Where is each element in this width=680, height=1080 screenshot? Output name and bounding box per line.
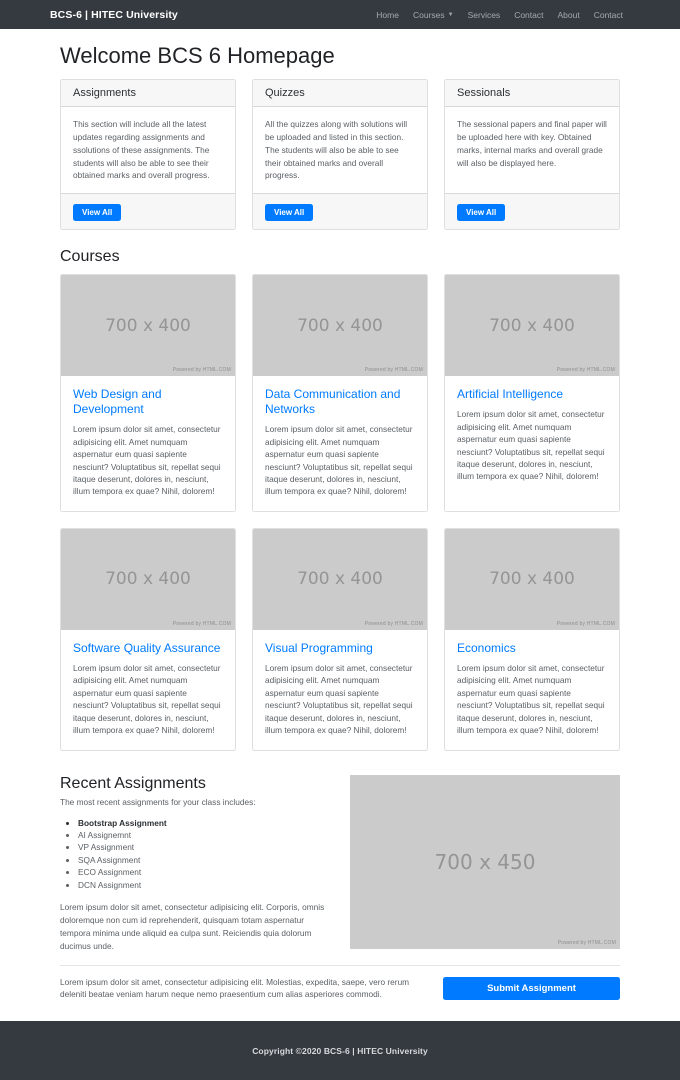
course-link-economics[interactable]: Economics <box>457 640 516 655</box>
placeholder-size-label: 700 x 450 <box>434 849 536 874</box>
card-quizzes <box>252 79 428 230</box>
course-grid <box>60 274 620 750</box>
placeholder-size-label: 700 x 400 <box>489 315 575 336</box>
recent-placeholder-image <box>350 775 620 949</box>
course-description: Lorem ipsum dolor sit amet, consectetur adipisicing elit. Amet numquam aspernatur eum quasi sapiente nesciunt? Voluptatibus sit, repellat sequi itaque deserunt, dolores in, nesciunt, illum tempora ex quae? Nihil, dolorem! <box>457 409 605 482</box>
nav-item-label: Services <box>467 9 501 20</box>
placeholder-watermark: Powered by HTML.COM <box>172 367 231 374</box>
recent-assignments-heading: Recent Assignments <box>60 774 206 792</box>
card-footer <box>61 193 235 229</box>
nav-item-contact-2[interactable] <box>587 10 630 20</box>
course-description: Lorem ipsum dolor sit amet, consectetur adipisicing elit. Amet numquam aspernatur eum quasi sapiente nesciunt? Voluptatibus sit, repellat sequi itaque deserunt, dolores in, nesciunt, illum tempora ex quae? Nihil, dolorem! <box>73 662 221 736</box>
card-assignments <box>60 79 236 230</box>
course-link-visual-programming[interactable]: Visual Programming <box>265 640 373 655</box>
submit-assignment-button[interactable]: Submit Assignment <box>443 977 620 1000</box>
courses-heading: Courses <box>60 248 120 266</box>
nav-links <box>369 10 630 20</box>
nav-item-home[interactable] <box>369 10 406 20</box>
placeholder-watermark: Powered by HTML.COM <box>364 367 423 374</box>
course-card-visual-programming <box>252 528 428 751</box>
list-item: • ECO Assignment <box>78 866 330 878</box>
placeholder-watermark: Powered by HTML.COM <box>172 620 231 627</box>
card-sessionals <box>444 79 620 230</box>
course-placeholder-image <box>253 275 427 376</box>
main-content <box>40 29 640 1021</box>
nav-item-label: About <box>557 9 580 20</box>
course-description: Lorem ipsum dolor sit amet, consectetur adipisicing elit. Amet numquam aspernatur eum quasi sapiente nesciunt? Voluptatibus sit, repellat sequi itaque deserunt, dolores in, nesciunt, illum tempora ex quae? Nihil, dolorem! <box>457 662 605 736</box>
course-card-artificial-intelligence <box>444 274 620 512</box>
nav-item-label: Home <box>376 9 399 20</box>
placeholder-watermark: Powered by HTML.COM <box>556 620 615 627</box>
info-cards-row <box>60 79 620 230</box>
nav-item-label: Courses <box>412 9 445 20</box>
copyright-text: Copyright ©2020 BCS-6 | HITEC University <box>252 1045 428 1056</box>
recent-assignments-list <box>78 817 330 892</box>
nav-item-about[interactable] <box>550 10 586 20</box>
course-placeholder-image <box>61 275 235 376</box>
nav-item-contact[interactable] <box>507 10 550 20</box>
list-item: • DCN Assignment <box>78 879 330 891</box>
view-all-sessionals-button[interactable]: View All <box>457 204 505 221</box>
recent-assignments-section <box>60 775 620 953</box>
card-footer <box>253 193 427 229</box>
course-placeholder-image <box>253 529 427 630</box>
course-card-data-communication <box>252 274 428 512</box>
list-item: • VP Assignment <box>78 841 330 853</box>
course-card-software-quality <box>60 528 236 751</box>
nav-item-services[interactable] <box>461 10 508 20</box>
course-description: Lorem ipsum dolor sit amet, consectetur adipisicing elit. Amet numquam aspernatur eum quasi sapiente nesciunt? Voluptatibus sit, repellat sequi itaque deserunt, dolores in, nesciunt, illum tempora ex quae? Nihil, dolorem! <box>73 424 221 497</box>
placeholder-size-label: 700 x 400 <box>105 569 191 590</box>
card-footer <box>445 193 619 229</box>
list-item: • SQA Assignment <box>78 854 330 866</box>
recent-assignments-intro: The most recent assignments for your class includes: <box>60 796 256 807</box>
course-link-artificial-intelligence[interactable]: Artificial Intelligence <box>457 387 564 402</box>
placeholder-watermark: Powered by HTML.COM <box>557 939 616 946</box>
list-item: • Bootstrap Assignment <box>78 817 330 829</box>
view-all-assignments-button[interactable]: View All <box>73 204 121 221</box>
placeholder-size-label: 700 x 400 <box>105 315 191 336</box>
placeholder-watermark: Powered by HTML.COM <box>556 367 615 374</box>
footer <box>0 1021 680 1080</box>
card-header: Sessionals <box>445 80 619 107</box>
placeholder-size-label: 700 x 400 <box>297 315 383 336</box>
placeholder-size-label: 700 x 400 <box>489 569 575 590</box>
card-body-text: This section will include all the latest updates regarding assignments and ssolutions of these assignments. The students will also be able to see their obtained marks and overall progress. <box>73 119 210 181</box>
card-body-text: All the quizzes along with solutions will be uploaded and listed in this section. The students will also be able to see their obtained marks and overall progress. <box>265 119 408 181</box>
nav-item-courses-dropdown[interactable] <box>406 10 461 20</box>
navbar <box>0 0 680 29</box>
recent-assignments-paragraph: Lorem ipsum dolor sit amet, consectetur adipisicing elit. Corporis, omnis doloremque non cum id reprehenderit, quisquam totam aspernatur tempora minima unde aliquid ea culpa sunt. Reiciendis quia dolorum ducimus unde. <box>60 902 325 951</box>
submit-description: Lorem ipsum dolor sit amet, consectetur adipisicing elit. Molestias, expedita, saepe, vero rerum deleniti beatae veniam harum neque nemo praesentium cum alias asperiores commodi. <box>60 976 410 1000</box>
card-header: Assignments <box>61 80 235 107</box>
course-card-economics <box>444 528 620 751</box>
course-description: Lorem ipsum dolor sit amet, consectetur adipisicing elit. Amet numquam aspernatur eum quasi sapiente nesciunt? Voluptatibus sit, repellat sequi itaque deserunt, dolores in, nesciunt, illum tempora ex quae? Nihil, dolorem! <box>265 662 413 736</box>
chevron-down-icon: ▼ <box>447 11 454 18</box>
course-link-software-quality[interactable]: Software Quality Assurance <box>73 640 221 655</box>
card-body-text: The sessional papers and final paper will be uploaded here with key. Obtained marks, internal marks and overall grade will also be displayed here. <box>457 119 607 168</box>
navbar-brand[interactable]: BCS-6 | HITEC University <box>50 8 178 21</box>
course-description: Lorem ipsum dolor sit amet, consectetur adipisicing elit. Amet numquam aspernatur eum quasi sapiente nesciunt? Voluptatibus sit, repellat sequi itaque deserunt, dolores in, nesciunt, illum tempora ex quae? Nihil, dolorem! <box>265 424 413 497</box>
course-placeholder-image <box>445 529 619 630</box>
course-link-web-design[interactable]: Web Design and Development <box>73 387 162 417</box>
course-link-data-communication[interactable]: Data Communication and Networks <box>265 387 401 417</box>
view-all-quizzes-button[interactable]: View All <box>265 204 313 221</box>
list-item: • AI Assignemnt <box>78 829 330 841</box>
nav-item-label: Contact <box>514 9 544 20</box>
course-placeholder-image <box>445 275 619 376</box>
placeholder-size-label: 700 x 400 <box>297 569 383 590</box>
nav-item-label: Contact <box>593 9 623 20</box>
course-placeholder-image <box>61 529 235 630</box>
card-header: Quizzes <box>253 80 427 107</box>
page-title: Welcome BCS 6 Homepage <box>60 43 335 68</box>
placeholder-watermark: Powered by HTML.COM <box>364 620 423 627</box>
submit-section <box>60 966 620 1002</box>
course-card-web-design <box>60 274 236 512</box>
